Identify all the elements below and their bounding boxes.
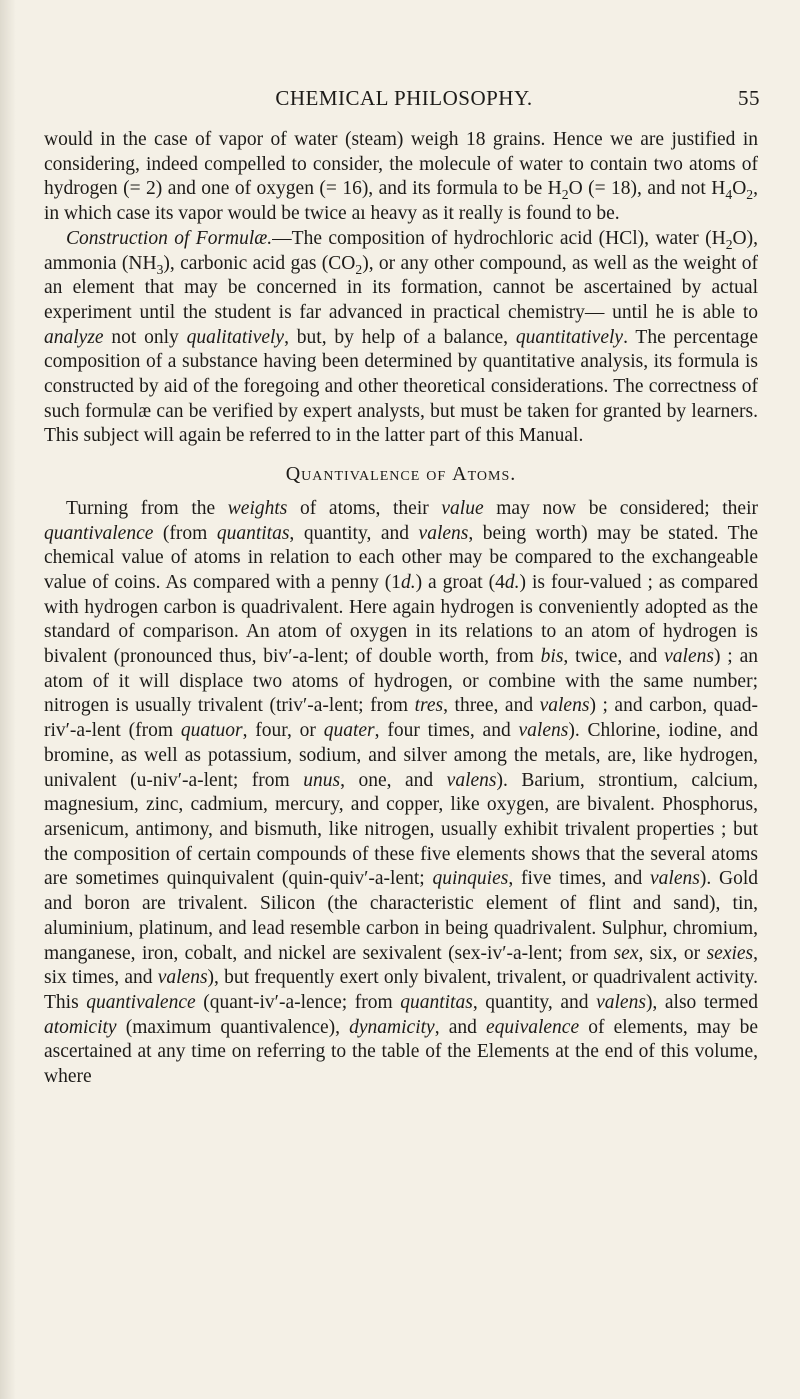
section-heading-quantivalence-of-atoms: Quantivalence of Atoms. — [285, 463, 517, 486]
paragraph-molecule-of-water: would in the case of vapor of water (steam) weigh 18 grains. Hence we are justified in considering, indeed compelled to consider, the molecule of water to contain two atoms of hydrogen (= 2) and one of oxygen (= 16), and its formula to be $H_2O$ (= 18), and not $H_4O_2$, in which case its vapor would be twice aı heavy as it really is found to be. — [44, 129, 758, 225]
inline-heading-construction-of-formulae: Construction of Formulæ. — [66, 227, 273, 249]
page-edge-shadow — [0, 0, 16, 1399]
paragraph-construction-of-formulae: Construction of Formulæ.—The composition of hydrochloric acid (HCl), water $(H_2O)$, ammonia $(NH_3)$, carbonic acid gas $(CO_2)$, or any other compound, as well as the weight of an element that may be concerned in its formation, cannot be ascertained by actual experiment until the student is far advanced in practical chemistry— until he is able to analyze not only qualitatively, but, by help of a balance, quantitatively. The percentage composition of a substance having been determined by quantitative analysis, its formula is constructed by aid of the foregoing and other theoretical considerations. The correctness of such formulæ can be verified by expert analysts, but must be taken for granted by learners. This subject will again be referred to in the latter part of this Manual. — [44, 227, 758, 447]
running-title: CHEMICAL PHILOSOPHY. — [275, 86, 533, 110]
page-number: 55 — [738, 86, 760, 110]
paragraph-quantivalence: Turning from the weights of atoms, their value may now be considered; their quantivalence (from quantitas, quantity, and valens, being worth) may be stated. The chemical value of atoms in relation to each other may be compared to the exchangeable value of coins. As compared with a penny (1d.) a groat (4d.) is four-valued ; as compared with hydrogen carbon is quadrivalent. Here again hydrogen is conveniently adopted as the standard of comparison. An atom of oxygen in its relations to an atom of hydrogen is bivalent (pronounced thus, biv′-a-lent; of double worth, from bis, twice, and valens) ; an atom of it will displace two atoms of hydrogen, or combine with the same number; nitrogen is usually trivalent (triv′-a-lent; from tres, three, and valens) ; and carbon, quad-riv′-a-lent (from quatuor, four, or quater, four times, and valens). Chlorine, iodine, and bromine, as well as potassium, sodium, and silver among the metals, are, like hydrogen, univalent (u-niv′-a-lent; from unus, one, and valens). Barium, strontium, calcium, magnesium, zinc, cadmium, mercury, and copper, like oxygen, are bivalent. Phosphorus, arsenicum, antimony, and bismuth, like nitrogen, usually exhibit trivalent properties ; but the composition of certain compounds of these five elements shows that the several atoms are sometimes quinquivalent (quin-quiv′-a-lent; quinquies, five times, and valens). Gold and boron are trivalent. Silicon (the characteristic element of flint and sand), tin, aluminium, platinum, and lead resemble carbon in being quadrivalent. Sulphur, chromium, manganese, iron, cobalt, and nickel are sexivalent (sex-iv′-a-lent; from sex, six, or sexies, six times, and valens), but frequently exert only bivalent, trivalent, or quadrivalent activity. This quantivalence (quant-iv′-a-lence; from quantitas, quantity, and valens), also termed atomicity (maximum quantivalence), dynamicity, and equivalence of elements, may be ascertained at any time on referring to the table of the Elements at the end of this volume, where — [44, 497, 759, 1088]
page-header — [44, 76, 760, 110]
page-body — [44, 128, 758, 1090]
book-page — [44, 70, 760, 1370]
